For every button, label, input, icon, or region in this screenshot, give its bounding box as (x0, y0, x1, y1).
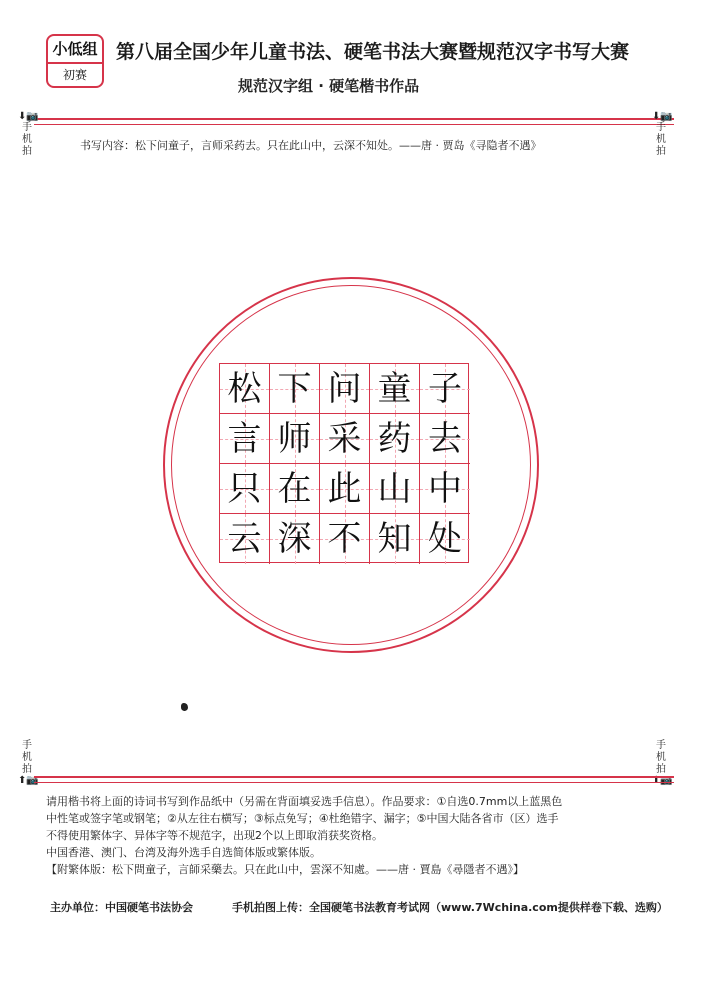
organizer-label: 主办单位：中国硬笔书法协会 (50, 901, 193, 914)
side-label-top-right (652, 111, 673, 158)
ink-blot (181, 703, 188, 711)
grid-cell: 深 (270, 514, 320, 564)
side-char-1: 手 (656, 122, 666, 133)
grid-cell: 松 (220, 364, 270, 414)
instruction-line: 请用楷书将上面的诗词书写到作品纸中（另需在背面填妥选手信息）。作品要求：①自选0.7mm以上蓝黑色 (46, 795, 563, 808)
page-subtitle: 规范汉字组 · 硬笔楷书作品 (238, 77, 420, 95)
grid-cell: 师 (270, 414, 320, 464)
instruction-line: 中性笔或签字笔或钢笔；②从左往右横写；③标点免写；④杜绝错字、漏字；⑤中国大陆各省市（区）选手 (46, 812, 559, 825)
side-char-2: 机 (656, 752, 666, 763)
page-title: 第八届全国少年儿童书法、硬笔书法大赛暨规范汉字书写大赛 (116, 41, 630, 63)
grid-cell: 中 (420, 464, 470, 514)
grid-cell: 子 (420, 364, 470, 414)
instruction-line: 不得使用繁体字、异体字等不规范字，出现2个以上即取消获奖资格。 (46, 829, 383, 842)
grid-cell: 处 (420, 514, 470, 564)
grid-cell: 问 (320, 364, 370, 414)
grid-cell: 不 (320, 514, 370, 564)
side-char-2: 机 (656, 134, 666, 145)
grid-cell: 在 (270, 464, 320, 514)
grid-cell: 云 (220, 514, 270, 564)
side-char-3: 拍 (22, 146, 32, 157)
side-char-2: 机 (22, 752, 32, 763)
side-label-top-left (18, 111, 39, 158)
grid-cell: 去 (420, 414, 470, 464)
grid-cell: 下 (270, 364, 320, 414)
grid-cell: 童 (370, 364, 420, 414)
side-char-1: 手 (656, 740, 666, 751)
writing-content-label: 书写内容：松下问童子，言师采药去。只在此山中，云深不知处。——唐 · 贾岛《寻隐者不遇》 (80, 139, 542, 152)
grid-cell: 山 (370, 464, 420, 514)
side-char-1: 手 (22, 740, 32, 751)
upload-info-label: 手机拍图上传：全国硬笔书法教育考试网（www.7Wchina.com提供样卷下载、选购） (232, 901, 668, 914)
writing-grid (219, 363, 469, 563)
side-char-3: 拍 (656, 146, 666, 157)
grid-cell: 只 (220, 464, 270, 514)
grid-cell: 言 (220, 414, 270, 464)
download-camera-icon: ⬇📷 (652, 111, 673, 122)
group-badge (46, 34, 104, 88)
bottom-divider (34, 776, 674, 783)
instruction-line: 中国香港、澳门、台湾及海外选手自选简体版或繁体版。 (46, 846, 321, 859)
side-char-3: 拍 (656, 764, 666, 775)
side-char-2: 机 (22, 134, 32, 145)
badge-stage-label: 初赛 (62, 68, 87, 82)
upload-camera-icon: ⬆📷 (652, 775, 673, 786)
download-camera-icon: ⬇📷 (18, 111, 39, 122)
grid-cell: 药 (370, 414, 420, 464)
grid-cell: 采 (320, 414, 370, 464)
side-char-3: 拍 (22, 764, 32, 775)
side-char-1: 手 (22, 122, 32, 133)
upload-camera-icon: ⬆📷 (18, 775, 39, 786)
badge-group-label: 小低组 (48, 36, 102, 64)
instruction-line: 【附繁体版：松下問童子，言師采藥去。只在此山中，雲深不知處。——唐 · 賈島《尋隱者不遇》】 (46, 863, 524, 876)
top-divider (34, 118, 674, 125)
grid-cell: 此 (320, 464, 370, 514)
instructions-block (46, 793, 666, 878)
grid-cell: 知 (370, 514, 420, 564)
